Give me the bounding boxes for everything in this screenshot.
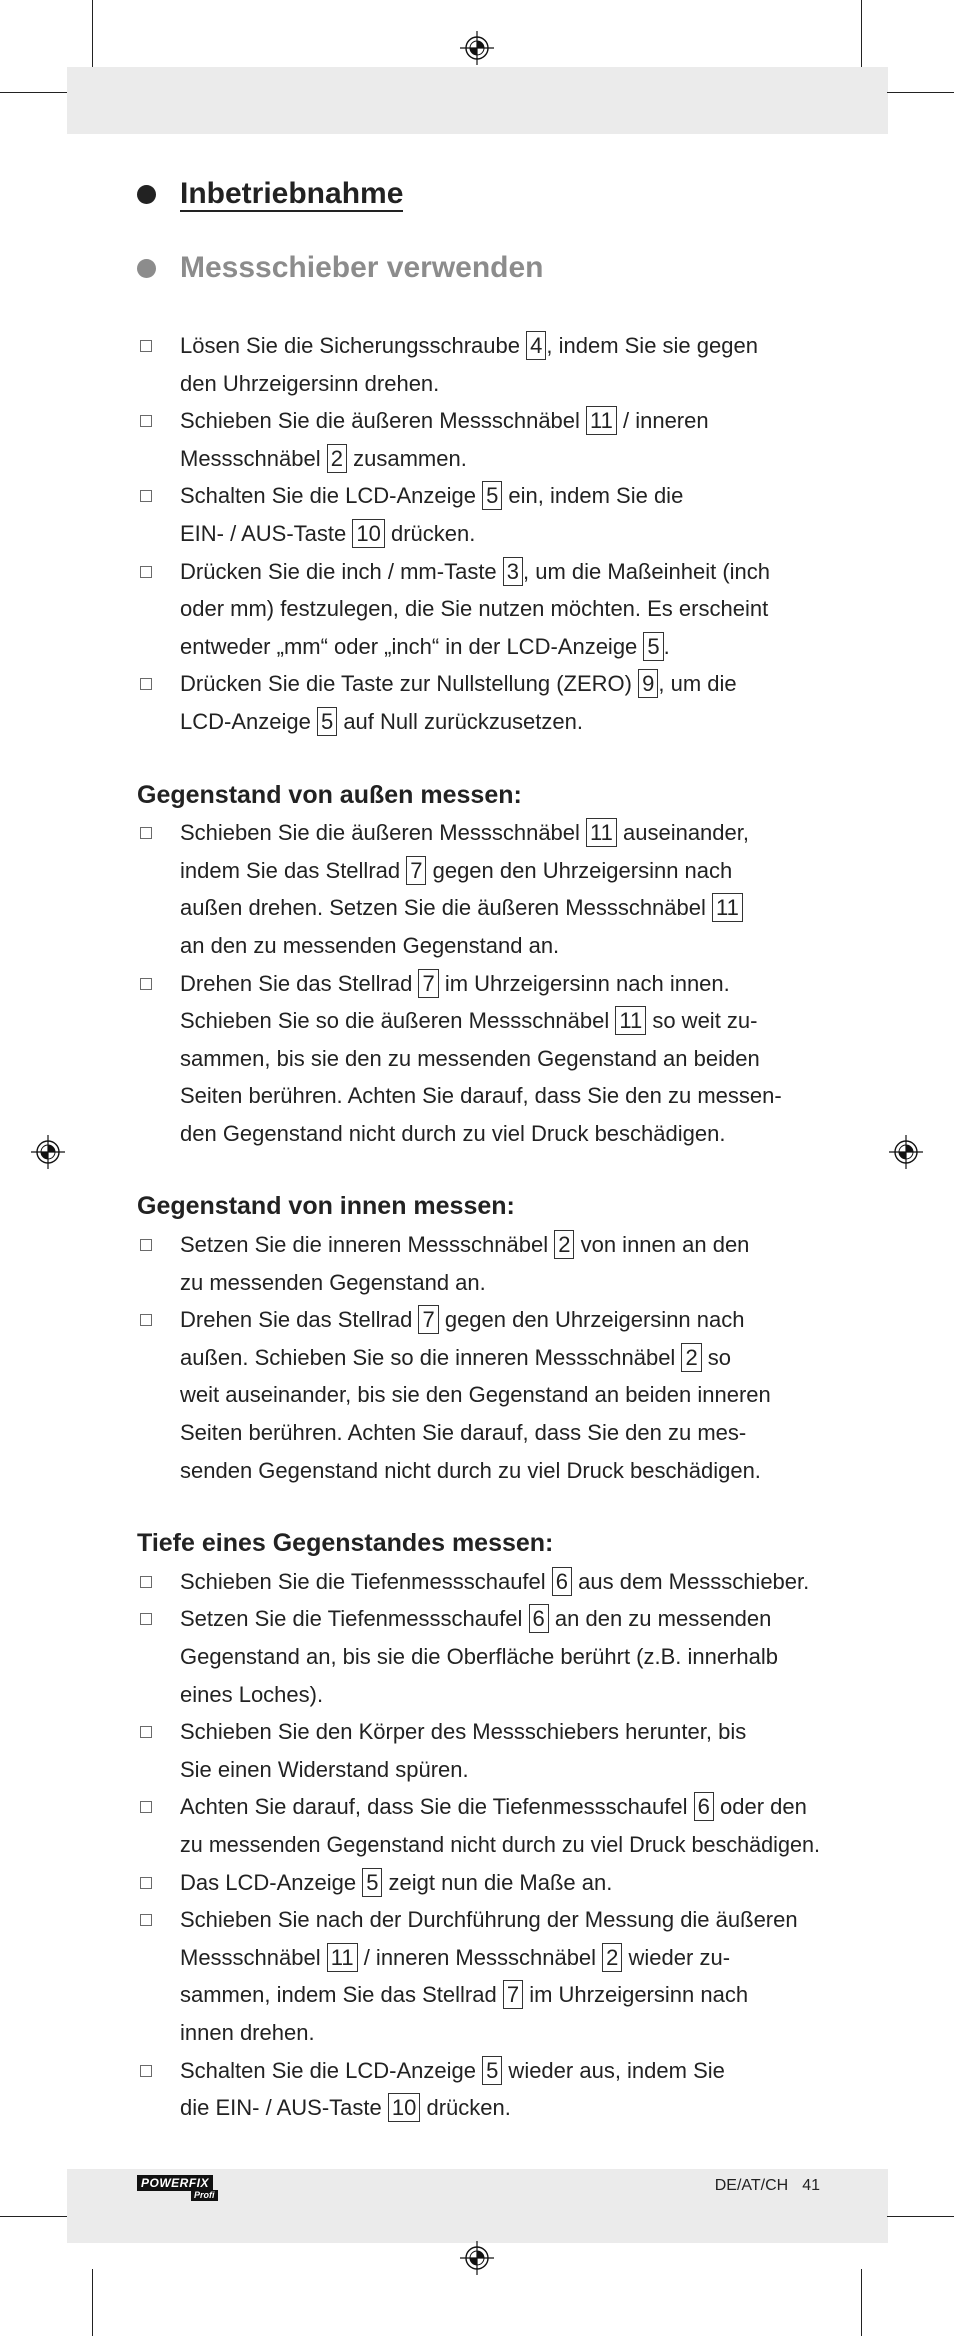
part-number-box: 11 (712, 893, 743, 922)
text-line-content (180, 477, 683, 515)
text-line (180, 1939, 954, 1977)
text-line (180, 1751, 954, 1789)
instruction-group (0, 777, 954, 1153)
list-item (0, 1301, 954, 1489)
text-run: Schieben Sie so die äußeren Messschnäbel (180, 1008, 616, 1034)
text-run: / inneren Messschnäbel (357, 1944, 603, 1970)
text-line-content (180, 365, 439, 403)
text-run: Seiten berühren. Achten Sie darauf, dass Sie den zu messen- (180, 1083, 782, 1109)
part-number-box: 11 (327, 1943, 358, 1972)
text-line (180, 1002, 954, 1040)
square-bullet-icon (140, 566, 152, 578)
group-heading: Gegenstand von außen messen: (137, 780, 522, 809)
text-run: den Uhrzeigersinn drehen. (180, 370, 440, 396)
text-run: Schieben Sie die äußeren Messschnäbel (180, 408, 587, 434)
text-run: zu messenden Gegenstand an. (180, 1269, 486, 1295)
text-run: im Uhrzeigersinn nach innen. (438, 970, 730, 996)
text-line (180, 814, 954, 852)
text-line-content (180, 927, 559, 965)
text-run: drücken. (384, 520, 476, 546)
text-run: die EIN- / AUS-Taste (180, 2095, 388, 2121)
part-number-box: 7 (503, 1980, 523, 2009)
part-number-box: 5 (362, 1868, 382, 1897)
text-line (180, 1676, 954, 1714)
part-number-box: 3 (503, 557, 523, 586)
part-number-box: 2 (602, 1943, 622, 1972)
text-line-content (180, 814, 749, 852)
text-run: wieder aus, indem Sie (502, 2057, 725, 2083)
text-run: zu messenden Gegenstand nicht durch zu viel Druck beschädigen. (180, 1831, 821, 1857)
text-line (180, 2089, 954, 2127)
text-line-content (180, 553, 770, 591)
instructions (0, 327, 954, 2127)
square-bullet-icon (140, 1726, 152, 1738)
text-line-content (180, 440, 467, 478)
registration-mark-icon (460, 31, 494, 65)
part-number-box: 4 (526, 331, 546, 360)
text-line-content (180, 1077, 782, 1115)
list-item (0, 1600, 954, 1713)
text-line-content (180, 1864, 612, 1902)
instruction-group (0, 1525, 954, 2127)
text-line-content (180, 1676, 323, 1714)
text-run: zeigt nun die Maße an. (382, 1869, 613, 1895)
text-line (180, 365, 954, 403)
text-run: Lösen Sie die Sicherungsschraube (180, 333, 527, 358)
square-bullet-icon (140, 340, 152, 352)
text-line (180, 1788, 954, 1826)
instruction-list (0, 1563, 954, 2127)
text-run: Schieben Sie die äußeren Messschnäbel (180, 820, 587, 846)
text-run: innen drehen. (180, 2019, 315, 2045)
crop-mark (861, 2269, 862, 2336)
crop-mark (887, 2216, 954, 2217)
text-run: Drücken Sie die Taste zur Nullstellung (ZERO) (180, 671, 639, 697)
text-line-content (180, 1002, 757, 1040)
text-line-content (180, 2014, 315, 2052)
text-run: außen drehen. Setzen Sie die äußeren Messschnäbel (180, 895, 712, 921)
square-bullet-icon (140, 678, 152, 690)
text-line (180, 1077, 954, 1115)
filled-circle-icon (137, 185, 156, 204)
text-line-content (180, 1115, 725, 1153)
part-number-box: 11 (586, 406, 617, 435)
part-number-box: 5 (643, 632, 663, 661)
text-line (180, 1826, 954, 1864)
text-line-content (180, 852, 732, 890)
text-run: entweder „mm“ oder „inch“ in der LCD-Anzeige (180, 633, 644, 659)
text-line-content (180, 628, 670, 666)
text-line-content (180, 590, 768, 628)
text-line-content (180, 1600, 771, 1638)
text-line (180, 2014, 954, 2052)
list-item (0, 2052, 954, 2127)
text-line-content (180, 1788, 807, 1826)
text-run: Schieben Sie nach der Durchführung der Messung die äußeren (180, 1907, 798, 1933)
text-line-content (180, 2052, 725, 2090)
text-line-content (180, 889, 743, 927)
instruction-group (0, 327, 954, 741)
text-line (180, 327, 954, 365)
text-run: oder den (713, 1794, 807, 1820)
text-run: . (663, 633, 670, 659)
text-line-content (180, 1713, 746, 1751)
text-run: Setzen Sie die Tiefenmessschaufel (180, 1606, 529, 1632)
brand-logo (137, 2175, 229, 2203)
part-number-box: 7 (406, 856, 426, 885)
square-bullet-icon (140, 490, 152, 502)
square-bullet-icon (140, 978, 152, 990)
text-line-content (180, 1226, 749, 1264)
text-run: , um die Maßeinheit (inch (523, 558, 771, 584)
text-line (180, 2052, 954, 2090)
text-run: Setzen Sie die inneren Messschnäbel (180, 1232, 555, 1258)
part-number-box: 2 (327, 444, 347, 473)
text-run: / inneren (616, 408, 709, 434)
square-bullet-icon (140, 2065, 152, 2077)
part-number-box: 11 (586, 818, 617, 847)
text-line-content (180, 703, 583, 741)
text-run: auf Null zurückzusetzen. (337, 708, 583, 734)
text-run: zusammen. (347, 445, 467, 471)
crop-mark (0, 2216, 67, 2217)
part-number-box: 6 (529, 1604, 549, 1633)
page-number: 41 (802, 2177, 820, 2194)
text-run: wieder zu- (622, 1944, 731, 1970)
instruction-list (0, 814, 954, 1152)
text-run: , um die (658, 671, 737, 697)
square-bullet-icon (140, 827, 152, 839)
part-number-box: 6 (694, 1792, 714, 1821)
square-bullet-icon (140, 1914, 152, 1926)
text-line (180, 889, 954, 927)
text-run: sammen, bis sie den zu messenden Gegenstand an beiden (180, 1045, 760, 1071)
square-bullet-icon (140, 1613, 152, 1625)
square-bullet-icon (140, 1314, 152, 1326)
section-title (0, 177, 954, 211)
text-line-content (180, 1751, 469, 1789)
list-item (0, 553, 954, 666)
text-line-content (180, 1452, 761, 1490)
text-line-content (180, 1976, 748, 2014)
text-run: Das LCD-Anzeige (180, 1869, 363, 1895)
text-line-content (180, 1901, 798, 1939)
text-run: im Uhrzeigersinn nach (523, 1982, 749, 2008)
list-item (0, 1713, 954, 1788)
text-line-content (180, 965, 730, 1003)
list-item (0, 402, 954, 477)
section-title-text: Inbetriebnahme (180, 177, 404, 210)
list-item (0, 965, 954, 1153)
text-run: Messschnäbel (180, 445, 327, 471)
crop-mark (0, 92, 67, 93)
part-number-box: 10 (388, 2093, 420, 2122)
group-heading: Gegenstand von innen messen: (137, 1192, 515, 1221)
text-line (180, 1864, 954, 1902)
text-run: Schieben Sie den Körper des Messschiebers herunter, bis (180, 1719, 747, 1745)
text-line-content (180, 2089, 511, 2127)
text-line (180, 1339, 954, 1377)
text-line (180, 628, 954, 666)
part-number-box: 11 (615, 1006, 646, 1035)
text-line (180, 1226, 954, 1264)
text-run: von innen an den (574, 1232, 750, 1258)
text-run: Schieben Sie die Tiefenmessschaufel (180, 1568, 552, 1594)
square-bullet-icon (140, 415, 152, 427)
text-line-content (180, 1826, 820, 1864)
text-run: Drehen Sie das Stellrad (180, 970, 419, 996)
text-run: eines Loches). (180, 1681, 324, 1707)
list-item (0, 1563, 954, 1601)
crop-mark (92, 2269, 93, 2336)
text-run: Achten Sie darauf, dass Sie die Tiefenmessschaufel (180, 1794, 694, 1820)
text-run: Gegenstand an, bis sie die Oberfläche berührt (z.B. innerhalb (180, 1644, 779, 1669)
page-footer-info (715, 2174, 820, 2198)
text-run: LCD-Anzeige (180, 708, 317, 734)
text-run: Schalten Sie die LCD-Anzeige (180, 483, 483, 509)
text-run: senden Gegenstand nicht durch zu viel Druck beschädigen. (180, 1457, 761, 1483)
text-line (180, 1264, 954, 1302)
brand-logo-main: POWERFIX (137, 2175, 213, 2191)
text-line (180, 1376, 954, 1414)
text-run: Messschnäbel (180, 1944, 327, 1970)
part-number-box: 2 (554, 1230, 574, 1259)
part-number-box: 6 (552, 1567, 572, 1596)
text-line-content (180, 1638, 778, 1676)
text-run: EIN- / AUS-Taste (180, 520, 353, 546)
part-number-box: 7 (418, 1305, 438, 1334)
list-item (0, 1901, 954, 2051)
text-line (180, 1713, 954, 1751)
text-run: sammen, indem Sie das Stellrad (180, 1982, 503, 2008)
text-line-content (180, 1339, 731, 1377)
list-item (0, 1788, 954, 1863)
list-item (0, 477, 954, 552)
text-line-content (180, 1939, 730, 1977)
instruction-list (0, 1226, 954, 1489)
text-line-content (180, 1301, 744, 1339)
text-line (180, 1563, 954, 1601)
text-run: so (701, 1344, 732, 1370)
list-item (0, 665, 954, 740)
text-line (180, 440, 954, 478)
text-run: aus dem Messschieber. (572, 1568, 810, 1594)
region-label: DE/AT/CH (714, 2177, 789, 2194)
part-number-box: 10 (352, 519, 384, 548)
text-run: , indem Sie sie gegen (546, 333, 758, 358)
text-line (180, 1301, 954, 1339)
header-band (67, 67, 888, 134)
text-run: Seiten berühren. Achten Sie darauf, dass Sie den zu mes- (180, 1420, 747, 1446)
text-line (180, 590, 954, 628)
text-run: Drehen Sie das Stellrad (180, 1307, 419, 1333)
part-number-box: 2 (681, 1343, 701, 1372)
text-line-content (180, 327, 758, 365)
square-bullet-icon (140, 1801, 152, 1813)
list-item (0, 1864, 954, 1902)
text-line (180, 665, 954, 703)
text-run: an den zu messenden Gegenstand an. (180, 932, 560, 958)
text-run: oder mm) festzulegen, die Sie nutzen möchten. Es erscheint (180, 596, 769, 622)
brand-logo-sub: Profi (191, 2190, 218, 2201)
part-number-box: 5 (482, 481, 502, 510)
instruction-list (0, 327, 954, 741)
part-number-box: 5 (317, 707, 337, 736)
text-run: indem Sie das Stellrad (180, 857, 407, 883)
text-line (180, 1414, 954, 1452)
text-line (180, 1115, 954, 1153)
section-subtitle (0, 251, 954, 285)
part-number-box: 5 (482, 2056, 502, 2085)
text-line (180, 1901, 954, 1939)
list-item (0, 327, 954, 402)
text-run: Schalten Sie die LCD-Anzeige (180, 2057, 483, 2083)
text-line-content (180, 402, 709, 440)
list-item (0, 1226, 954, 1301)
text-line-content (180, 1563, 809, 1601)
text-run: gegen den Uhrzeigersinn nach (426, 857, 733, 883)
part-number-box: 7 (418, 969, 438, 998)
text-line-content (180, 1264, 486, 1302)
text-run: ein, indem Sie die (502, 483, 684, 509)
text-line (180, 703, 954, 741)
text-run: auseinander, (616, 820, 749, 846)
text-line (180, 1600, 954, 1638)
text-run: außen. Schieben Sie so die inneren Messschnäbel (180, 1344, 682, 1370)
text-run: so weit zu- (646, 1008, 758, 1034)
crop-mark (92, 0, 93, 67)
list-item (0, 814, 954, 964)
text-line (180, 927, 954, 965)
text-line (180, 553, 954, 591)
text-line (180, 852, 954, 890)
square-bullet-icon (140, 1877, 152, 1889)
text-run: den Gegenstand nicht durch zu viel Druck beschädigen. (180, 1120, 726, 1146)
text-line (180, 402, 954, 440)
text-line-content (180, 515, 475, 553)
text-line (180, 1638, 954, 1676)
text-line (180, 515, 954, 553)
text-line-content (180, 1040, 760, 1078)
text-run: Drücken Sie die inch / mm-Taste (180, 558, 503, 584)
instruction-group (0, 1188, 954, 1489)
section-subtitle-text: Messschieber verwenden (180, 251, 544, 284)
registration-mark-icon (460, 2241, 494, 2275)
text-line (180, 965, 954, 1003)
text-run: drücken. (420, 2095, 511, 2121)
text-run: weit auseinander, bis sie den Gegenstand an beiden inneren (180, 1382, 771, 1408)
text-line-content (180, 1376, 771, 1414)
text-run: Sie einen Widerstand spüren. (180, 1756, 469, 1782)
text-line (180, 477, 954, 515)
crop-mark (861, 0, 862, 67)
text-line (180, 1976, 954, 2014)
crop-mark (887, 92, 954, 93)
filled-circle-icon (137, 259, 156, 278)
text-line (180, 1452, 954, 1490)
text-run: an den zu messenden (548, 1606, 772, 1632)
text-line-content (180, 1414, 746, 1452)
square-bullet-icon (140, 1576, 152, 1588)
group-heading: Tiefe eines Gegenstandes messen: (137, 1529, 554, 1558)
text-run: gegen den Uhrzeigersinn nach (438, 1307, 745, 1333)
square-bullet-icon (140, 1239, 152, 1251)
text-line-content (180, 665, 737, 703)
part-number-box: 9 (638, 669, 658, 698)
text-line (180, 1040, 954, 1078)
